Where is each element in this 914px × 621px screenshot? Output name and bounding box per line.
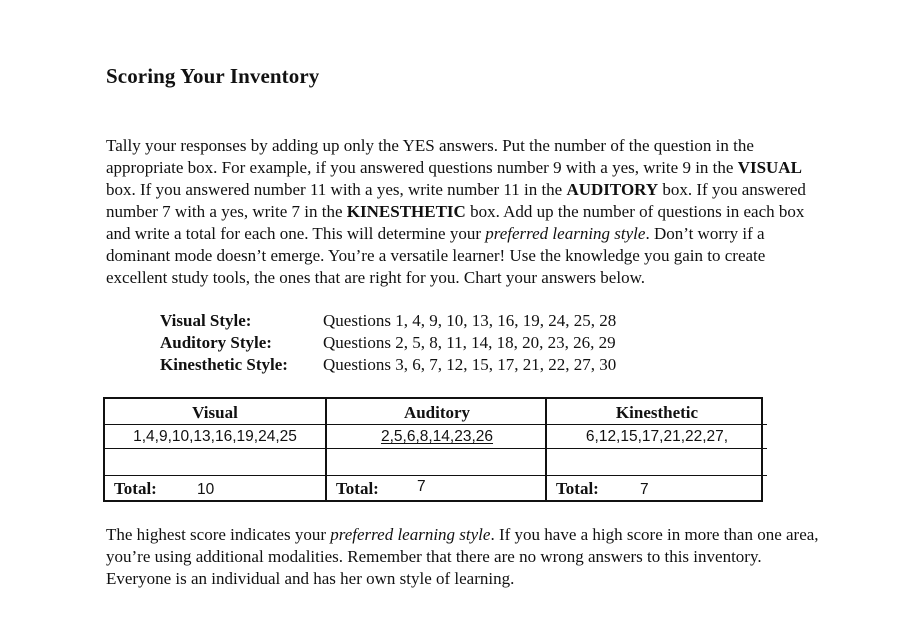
style-name: Auditory Style:: [160, 333, 272, 352]
visual-keyword: VISUAL: [737, 158, 802, 177]
total-label: Total:: [336, 479, 379, 498]
blank-answers-cell[interactable]: [327, 449, 547, 476]
total-cell: [327, 476, 547, 500]
total-value[interactable]: 7: [417, 478, 426, 495]
blank-answers-cell[interactable]: [105, 449, 325, 476]
style-row-kinesthetic: [160, 354, 616, 376]
answers-text: 2,5,6,8,14,23,26: [380, 428, 494, 445]
score-table: [103, 397, 763, 502]
column-header: Kinesthetic: [547, 399, 767, 425]
style-questions: Questions 1, 4, 9, 10, 13, 16, 19, 24, 25, 28: [323, 311, 617, 330]
closing-paragraph: [106, 524, 826, 590]
closing-text-2: . If you have a high score in more than one area, you’re using additional modalities. Remember that there are no wrong answers to this inventory. Everyone is an individual and has her own style of learning.: [106, 525, 819, 588]
page-title: Scoring Your Inventory: [106, 64, 320, 88]
style-name: Kinesthetic Style:: [160, 355, 288, 374]
preferred-learning-style-phrase: preferred learning style: [330, 525, 491, 544]
answers-text: 6,12,15,17,21,22,27,: [585, 428, 729, 445]
total-value[interactable]: 7: [640, 481, 649, 498]
total-value[interactable]: 10: [197, 481, 215, 498]
column-header: Auditory: [327, 399, 547, 425]
instructions-text-1: Tally your responses by adding up only the YES answers. Put the number of the question in the appropriate box. For example, if you answered questions number 9 with a yes, write 9 in the: [106, 136, 754, 177]
learning-styles-list: [160, 310, 616, 376]
instructions-paragraph: [106, 135, 826, 289]
total-label: Total:: [556, 479, 599, 498]
answers-cell[interactable]: [547, 425, 767, 449]
blank-answers-cell[interactable]: [547, 449, 767, 476]
total-cell: [547, 476, 767, 500]
total-label: Total:: [114, 479, 157, 498]
style-questions: Questions 2, 5, 8, 11, 14, 18, 20, 23, 26, 29: [323, 333, 616, 352]
instructions-text-2: box. If you answered number 11 with a yes, write number 11 in the: [106, 180, 567, 199]
style-questions: Questions 3, 6, 7, 12, 15, 17, 21, 22, 27, 30: [323, 355, 617, 374]
total-cell: [105, 476, 325, 500]
style-row-auditory: [160, 332, 616, 354]
closing-text-1: The highest score indicates your: [106, 525, 331, 544]
kinesthetic-keyword: KINESTHETIC: [346, 202, 466, 221]
answers-cell[interactable]: [327, 425, 547, 449]
preferred-learning-style-phrase: preferred learning style: [485, 224, 646, 243]
instructions-text-3: box. If you answered number 7 with a yes, write 7 in the: [106, 180, 806, 221]
instructions-text-5: . Don’t worry if a dominant mode doesn’t emerge. You’re a versatile learner! Use the knowledge you gain to create excellent study tools, the ones that are right for you. Chart your answers below.: [106, 224, 766, 287]
column-header: Visual: [105, 399, 325, 425]
auditory-keyword: AUDITORY: [566, 180, 659, 199]
instructions-text-4: box. Add up the number of questions in each box and write a total for each one. This will determine your: [106, 202, 805, 243]
auditory-column: [325, 399, 547, 500]
visual-column: [105, 399, 325, 500]
style-name: Visual Style:: [160, 311, 252, 330]
kinesthetic-column: [545, 399, 767, 500]
answers-text: 1,4,9,10,13,16,19,24,25: [133, 428, 297, 445]
answers-cell[interactable]: [105, 425, 325, 449]
style-row-visual: [160, 310, 616, 332]
